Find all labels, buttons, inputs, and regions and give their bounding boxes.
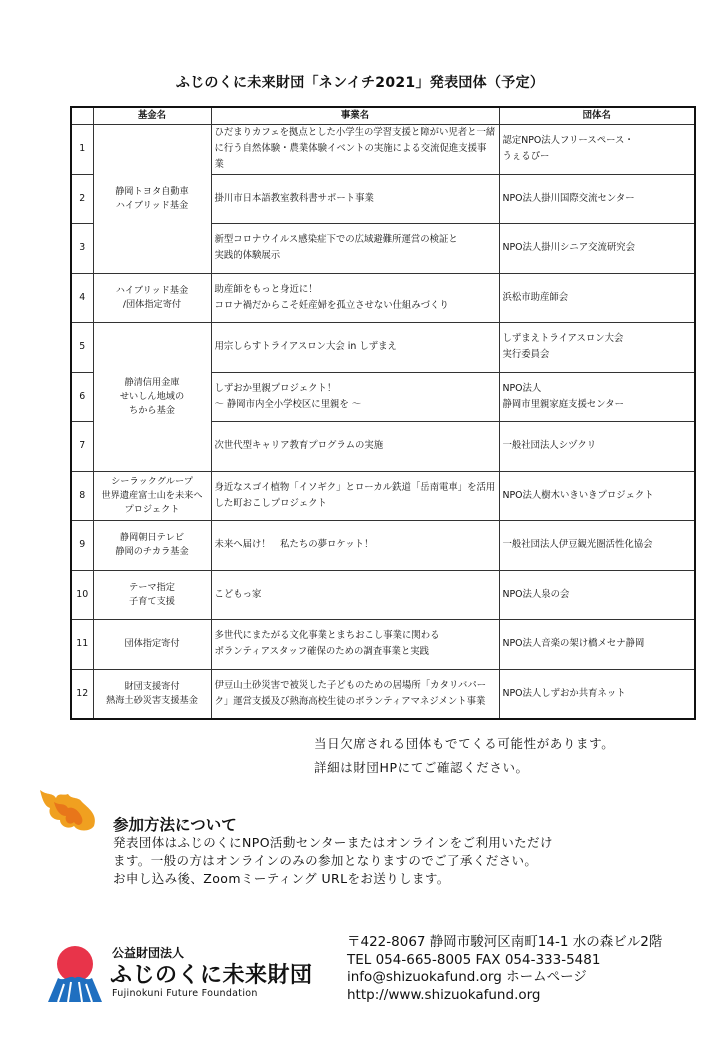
table-row <box>71 273 695 323</box>
row-number: 4 <box>71 273 93 323</box>
presenters-table <box>70 106 696 720</box>
row-number: 1 <box>71 125 93 175</box>
fund-name: 静清信用金庫 せいしん地域の ちから基金 <box>93 323 211 472</box>
section-body <box>113 834 673 888</box>
header-project: 事業名 <box>211 107 499 125</box>
row-number: 8 <box>71 471 93 521</box>
row-number: 5 <box>71 323 93 373</box>
header-fund: 基金名 <box>93 107 211 125</box>
header-number <box>71 107 93 125</box>
organization-name: NPO法人樹木いきいきプロジェクト <box>499 471 695 521</box>
contact-info <box>347 934 662 1004</box>
fund-name: 財団支援寄付 熱海土砂災害支援基金 <box>93 669 211 719</box>
table-row <box>71 125 695 175</box>
organization-name: NPO法人掛川国際交流センター <box>499 174 695 224</box>
project-name: 掛川市日本語教室教科書サポート事業 <box>211 174 499 224</box>
organization-name: 浜松市助産師会 <box>499 273 695 323</box>
project-name: しずおか里親プロジェクト！ ～ 静岡市内全小学校区に里親を ～ <box>211 372 499 422</box>
fund-name: シーラックグループ 世界遺産富士山を未来へ プロジェクト <box>93 471 211 521</box>
organization-name: 認定NPO法人フリースペース・ うぇるぴー <box>499 125 695 175</box>
project-name: 未来へ届け！ 私たちの夢ロケット！ <box>211 521 499 571</box>
fund-name: テーマ指定 子育て支援 <box>93 570 211 620</box>
section-title: 参加方法について <box>113 816 237 834</box>
row-number: 12 <box>71 669 93 719</box>
organization-name: NPO法人音楽の架け橋メセナ静岡 <box>499 620 695 670</box>
table-row <box>71 570 695 620</box>
project-name: ひだまりカフェを拠点とした小学生の学習支援と障がい児者と一緒に行う自然体験・農業体験イベントの実施による交流促進支援事業 <box>211 125 499 175</box>
row-number: 9 <box>71 521 93 571</box>
website-link[interactable]: http://www.shizuokafund.org <box>347 986 541 1003</box>
org-type: 公益財団法人 <box>112 946 185 960</box>
project-name: 助産師をもっと身近に！ コロナ禍だからこそ妊産婦を孤立させない仕組みづくり <box>211 273 499 323</box>
tel-fax: TEL 054-665-8005 FAX 054-333-5481 <box>347 951 601 968</box>
organization-name: 一般社団法人伊豆観光圏活性化協会 <box>499 521 695 571</box>
note-details: 詳細は財団HPにてご確認ください。 <box>314 760 529 775</box>
organization-name: NPO法人泉の会 <box>499 570 695 620</box>
row-number: 2 <box>71 174 93 224</box>
table-row <box>71 669 695 719</box>
organization-name: NPO法人しずおか共育ネット <box>499 669 695 719</box>
row-number: 7 <box>71 422 93 472</box>
project-name: 身近なスゴイ植物「イソギク」とローカル鉄道「岳南電車」を活用した町おこしプロジェクト <box>211 471 499 521</box>
foundation-logo-icon <box>44 944 106 1004</box>
organization-name: 一般社団法人シヅクリ <box>499 422 695 472</box>
email-link[interactable]: info@shizuokafund.org ホームページ <box>347 969 587 985</box>
table-row <box>71 620 695 670</box>
header-organization: 団体名 <box>499 107 695 125</box>
row-number: 10 <box>71 570 93 620</box>
project-name: こどもっ家 <box>211 570 499 620</box>
page-title: ふじのくに未来財団「ネンイチ2021」発表団体（予定） <box>175 75 545 91</box>
address: 〒422-8067 静岡市駿河区南町14-1 水の森ビル2階 <box>347 934 663 950</box>
fund-name: 団体指定寄付 <box>93 620 211 670</box>
organization-name: NPO法人掛川シニア交流研究会 <box>499 224 695 274</box>
org-name: ふじのくに未来財団 <box>110 963 313 988</box>
row-number: 3 <box>71 224 93 274</box>
section-line: 発表団体はふじのくにNPO活動センターまたはオンラインをご利用いただけ <box>113 835 553 850</box>
fund-name: 静岡トヨタ自動車 ハイブリッド基金 <box>93 125 211 274</box>
organization-name: しずまえトライアスロン大会 実行委員会 <box>499 323 695 373</box>
organization-name: NPO法人 静岡市里親家庭支援センター <box>499 372 695 422</box>
project-name: 新型コロナウイルス感染症下での広域避難所運営の検証と 実践的体験展示 <box>211 224 499 274</box>
row-number: 6 <box>71 372 93 422</box>
row-number: 11 <box>71 620 93 670</box>
project-name: 伊豆山土砂災害で被災した子どものための居場所「カタリバパーク」運営支援及び熱海高校生徒のボランティアマネジメント事業 <box>211 669 499 719</box>
table-row <box>71 471 695 521</box>
table-header-row <box>71 107 695 125</box>
org-english-name: Fujinokuni Future Foundation <box>112 988 258 999</box>
fund-name: ハイブリッド基金 /団体指定寄付 <box>93 273 211 323</box>
flame-icon <box>38 786 102 834</box>
fund-name: 静岡朝日テレビ 静岡のチカラ基金 <box>93 521 211 571</box>
section-line: ます。一般の方はオンラインのみの参加となりますのでご了承ください。 <box>113 853 538 868</box>
project-name: 次世代型キャリア教育プログラムの実施 <box>211 422 499 472</box>
table-row <box>71 323 695 373</box>
table-row <box>71 521 695 571</box>
project-name: 多世代にまたがる文化事業とまちおこし事業に関わる ボランティアスタッフ確保のための調査事業と実践 <box>211 620 499 670</box>
project-name: 用宗しらすトライアスロン大会 in しずまえ <box>211 323 499 373</box>
section-line: お申し込み後、Zoomミーティング URLをお送りします。 <box>113 871 450 886</box>
note-absence: 当日欠席される団体もでてくる可能性があります。 <box>314 736 615 751</box>
